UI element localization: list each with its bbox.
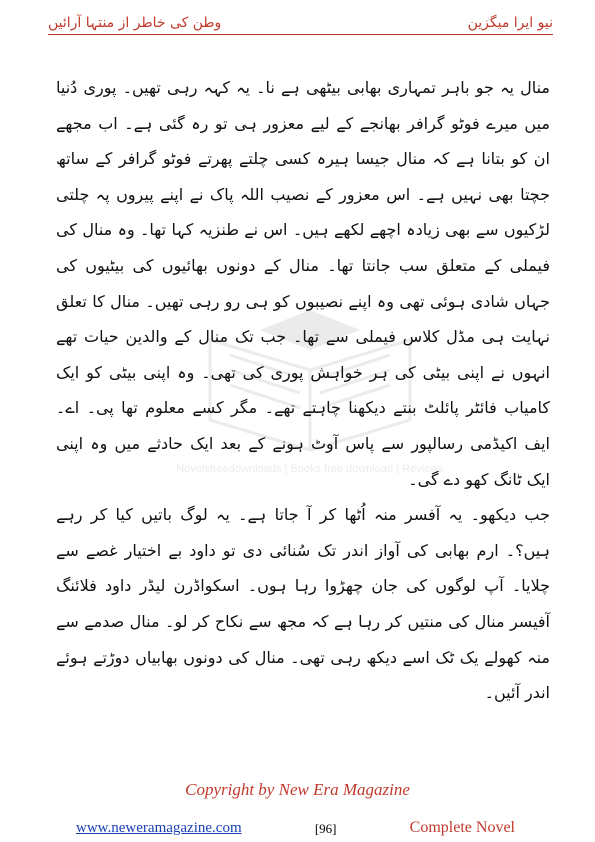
website-link[interactable]: www.neweramagazine.com: [76, 820, 242, 836]
complete-novel-label: Complete Novel: [409, 819, 515, 836]
novel-title: وطن کی خاطر از منتہا آرائیں: [48, 15, 222, 31]
copyright-notice: Copyright by New Era Magazine: [185, 780, 410, 799]
page-number: [96]: [314, 821, 337, 836]
paragraph-2: جب دیکھو۔ یہ آفسر منہ اُٹھا کر آ جاتا ہے۔ یہ لوگ باتیں کیا کر رہے ہیں؟۔ ارم بھابی کی آواز اندر تک سُنائی دی تو داود بے اختیار غصے سے چلایا۔ آپ لوگوں کی جان چھڑوا رہا ہوں۔ اسکواڈرن لیڈر داود فلائنگ آفیسر منال کی منتیں کر رہا ہے کہ مجھ سے نکاح کر لو۔ منال صدمے سے منہ کھولے یک ٹک اسے دیکھ رہی تھی۔ منال کی دونوں بھابیاں دوڑتے ہوئے اندر آئیں۔: [56, 505, 550, 703]
novel-body: [56, 70, 550, 711]
paragraph-1: منال یہ جو باہر تمہاری بھابی بیٹھی ہے نا۔ یہ کہہ رہی تھیں۔ پوری دُنیا میں میرے فوٹو گرافر بھانجے کے لیے معزور ہی تو رہ گئی ہے۔ اب مجھے ان کو بتانا ہے کہ منال جیسا ہیرہ کسی چلتے پھرتے فوٹو گرافر کے ساتھ جچتا بھی نہیں ہے۔ اس معزور کے نصیب اللہ پاک نے اپنے پیروں پہ چلتی لڑکیوں سے بھی زیادہ اچھے لکھے ہیں۔ اس نے طنزیہ کہا تھا۔ وہ منال کی فیملی کے متعلق سب جانتا تھا۔ منال کے دونوں بھائیوں کی بیٹیوں کی جہاں شادی ہوئی تھی وہ اپنے نصیبوں کو ہی رو رہی تھیں۔ منال کا تعلق نہایت ہی مڈل کلاس فیملی سے تھا۔ جب تک منال کے والدین حیات تھے انہوں نے اپنی بیٹی کی ہر خواہش پوری کی تھی۔ وہ اپنی بیٹی کو ایک کامیاب فائٹر پائلٹ بنتے دیکھنا چاہتے تھے۔ مگر کسے معلوم تھا پی۔ اے۔ ایف اکیڈمی رسالپور سے پاس آوٹ ہونے کے بعد ایک حادثے میں وہ اپنی ایک ٹانگ کھو دے گی۔: [56, 78, 550, 489]
page-footer: [76, 815, 515, 837]
svg-text:Novelsfreedownloads | Books fr: Novelsfreedownloads | Books free download | Reviews: [176, 463, 444, 475]
page-header: [48, 8, 553, 35]
magazine-name: نیو ایرا میگزین: [467, 15, 553, 31]
